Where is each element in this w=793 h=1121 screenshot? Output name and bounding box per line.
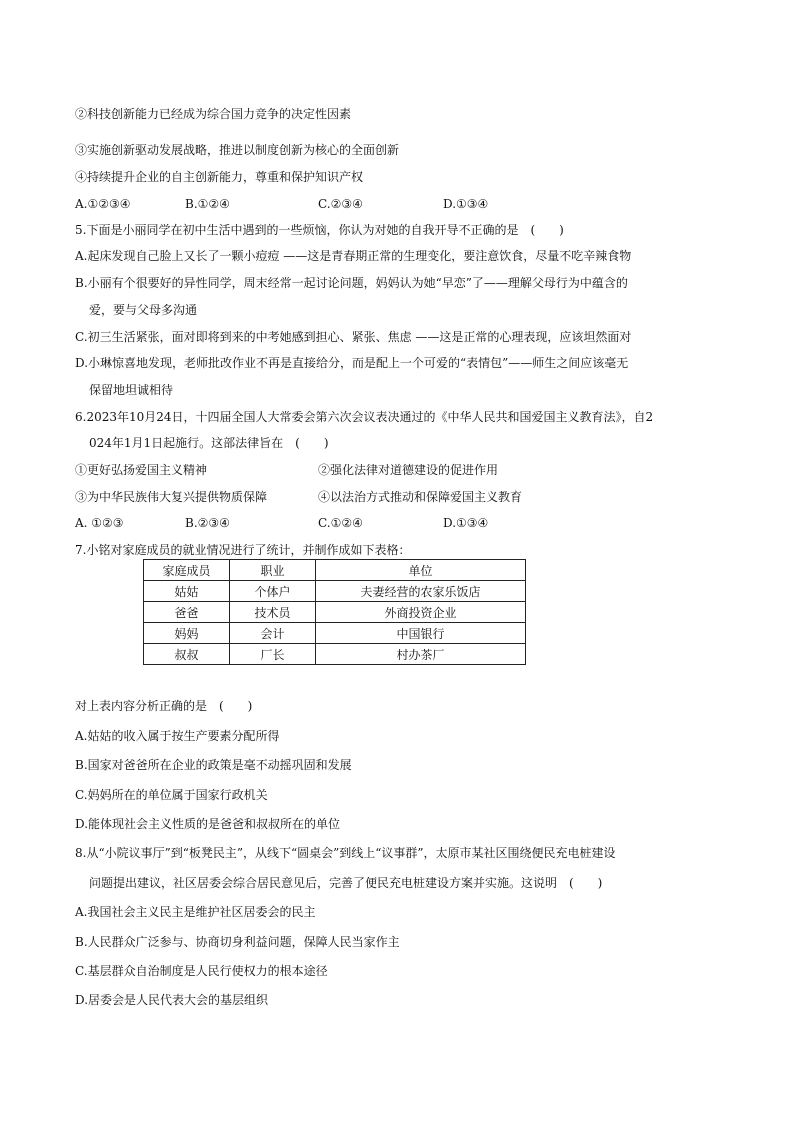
- table-cell: 外商投资企业: [316, 602, 526, 623]
- q4-option-c: C.②③④: [318, 197, 363, 211]
- q7-stem: 7.小铭对家庭成员的就业情况进行了统计，并制作成如下表格：: [75, 543, 411, 557]
- q8-option-c: C.基层群众自治制度是人民行使权力的根本途径: [75, 964, 328, 978]
- table-header-cell: 单位: [316, 560, 526, 581]
- q4-item-2: ②科技创新能力已经成为综合国力竞争的决定性因素: [75, 107, 352, 121]
- q5-option-d: D.小琳惊喜地发现，老师批改作业不再是直接给分，而是配上一个可爱的“表情包”——师生之间应该毫无: [75, 356, 629, 370]
- q5-option-b-cont: 爱，要与父母多沟通: [89, 303, 198, 317]
- q5-stem: 5.下面是小丽同学在初中生活中遇到的一些烦恼，你认为对她的自我开导不正确的是 ( ): [75, 223, 564, 237]
- q6-stem-cont: 024年1月1日起施行。这部法律旨在 ( ): [89, 436, 329, 450]
- table-cell: 个体户: [230, 581, 316, 602]
- employment-table: [143, 559, 526, 665]
- table-cell: 中国银行: [316, 623, 526, 644]
- table-cell: 叔叔: [144, 644, 230, 665]
- q6-item-3: ③为中华民族伟大复兴提供物质保障: [75, 490, 268, 504]
- q6-item-1: ①更好弘扬爱国主义精神: [75, 463, 208, 477]
- q7-question: 对上表内容分析正确的是 ( ): [75, 699, 253, 713]
- q7-option-b: B.国家对爸爸所在企业的政策是毫不动摇巩固和发展: [75, 758, 352, 772]
- table-cell: 姑姑: [144, 581, 230, 602]
- q5-option-b: B.小丽有个很要好的异性同学，周末经常一起讨论问题，妈妈认为她“早恋”了——理解父母行为中蕴含的: [75, 276, 628, 290]
- q4-item-3: ③实施创新驱动发展战略，推进以制度创新为核心的全面创新: [75, 143, 400, 157]
- q6-option-a: A. ①②③: [75, 516, 124, 530]
- q6-item-4: ④以法治方式推动和保障爱国主义教育: [318, 490, 523, 504]
- q4-item-4: ④持续提升企业的自主创新能力，尊重和保护知识产权: [75, 170, 364, 184]
- q8-stem-cont: 问题提出建议，社区居委会综合居民意见后，完善了便民充电桩建设方案并实施。这说明 ( ): [89, 876, 603, 890]
- q6-option-b: B.②③④: [185, 516, 230, 530]
- q7-option-d: D.能体现社会主义性质的是爸爸和叔叔所在的单位: [75, 817, 341, 831]
- q5-option-c: C.初三生活紧张，面对即将到来的中考她感到担心、紧张、焦虑 ——这是正常的心理表现，应该坦然面对: [75, 330, 632, 344]
- table-header-cell: 职业: [230, 560, 316, 581]
- q6-item-2: ②强化法律对道德建设的促进作用: [318, 463, 499, 477]
- q4-option-d: D.①③④: [443, 197, 489, 211]
- q6-option-c: C.①②④: [318, 516, 363, 530]
- table-row: [144, 623, 526, 644]
- table-row: [144, 644, 526, 665]
- table-row: [144, 602, 526, 623]
- table-header-cell: 家庭成员: [144, 560, 230, 581]
- q7-option-a: A.姑姑的收入属于按生产要素分配所得: [75, 729, 280, 743]
- table-row: [144, 581, 526, 602]
- table-header-row: [144, 560, 526, 581]
- q4-option-a: A.①②③④: [75, 197, 131, 211]
- table-cell: 夫妻经营的农家乐饭店: [316, 581, 526, 602]
- table-cell: 技术员: [230, 602, 316, 623]
- q8-option-b: B.人民群众广泛参与、协商切身利益问题，保障人民当家作主: [75, 935, 400, 949]
- table-cell: 妈妈: [144, 623, 230, 644]
- q4-option-b: B.①②④: [185, 197, 230, 211]
- q7-option-c: C.妈妈所在的单位属于国家行政机关: [75, 788, 268, 802]
- q8-option-a: A.我国社会主义民主是维护社区居委会的民主: [75, 905, 316, 919]
- table-cell: 会计: [230, 623, 316, 644]
- q8-stem: 8.从“小院议事厅”到“板凳民主”，从线下“圆桌会”到线上“议事群”，太原市某社区围绕便民充电桩建设: [75, 846, 616, 860]
- table-cell: 厂长: [230, 644, 316, 665]
- table-cell: 爸爸: [144, 602, 230, 623]
- q6-option-d: D.①③④: [443, 516, 489, 530]
- table-cell: 村办茶厂: [316, 644, 526, 665]
- q5-option-a: A.起床发现自己脸上又长了一颗小痘痘 ——这是青春期正常的生理变化，要注意饮食，尽量不吃辛辣食物: [75, 249, 632, 263]
- q8-option-d: D.居委会是人民代表大会的基层组织: [75, 993, 269, 1007]
- q5-option-d-cont: 保留地坦诚相待: [89, 383, 174, 397]
- q6-stem: 6.2023年10月24日，十四届全国人大常委会第六次会议表决通过的《中华人民共和国爱国主义教育法》，自2: [75, 410, 654, 424]
